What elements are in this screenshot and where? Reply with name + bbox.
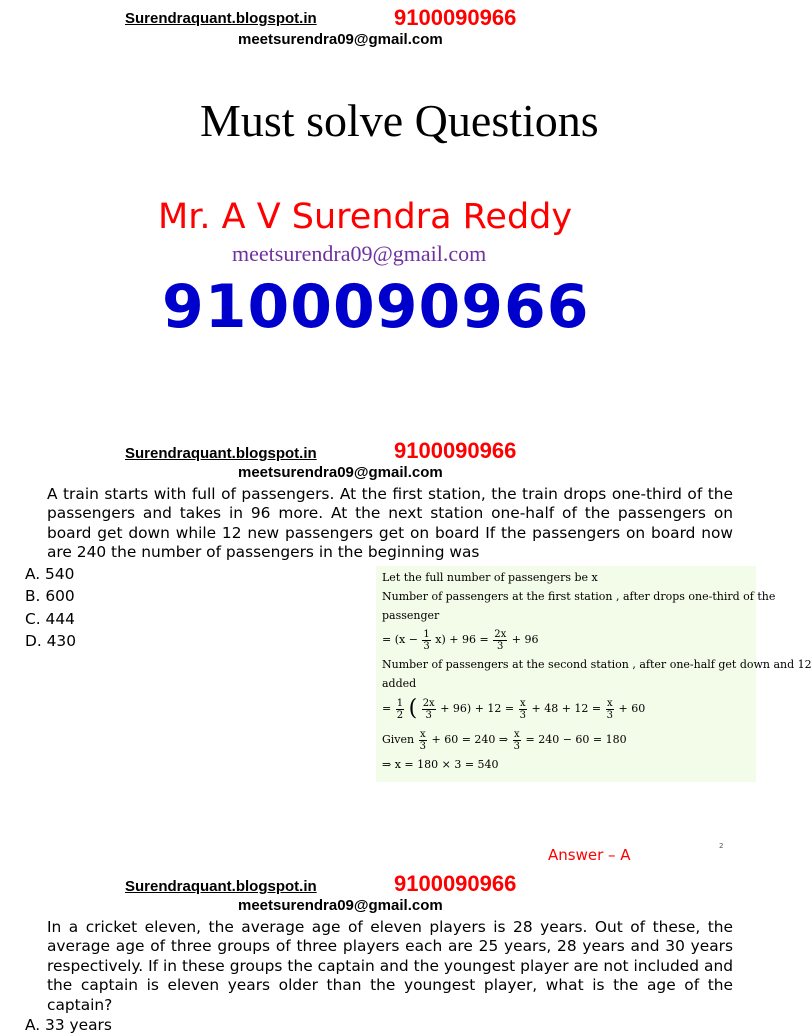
solution-line: Let the full number of passengers be x [382,571,598,584]
author-email: meetsurendra09@gmail.com [232,241,487,266]
author-name: Mr. A V Surendra Reddy [158,197,573,237]
header-email: meetsurendra09@gmail.com [238,31,443,48]
header-phone: 9100090966 [394,871,517,896]
solution-line: Number of passengers at the first station , after drops one-third of the [382,590,776,603]
fraction: $\frac{1}{3}$ [423,628,430,652]
header-phone: 9100090966 [394,438,517,463]
site-link[interactable]: Surendraquant.blogspot.in [125,10,317,27]
options-list [25,563,76,652]
solution-line: Number of passengers at the second station , after one-half get down and 12 [382,658,812,671]
solution-equation-2: = $\frac{1}{2}$ ( $\frac{2x}{3}$ + 96) + 12 = $\frac{x}{3}$ + 48 + 12 = $\frac{x}{3}$ + 60 [382,696,646,721]
fraction: $\frac{1}{2}$ [396,697,404,721]
page-title: Must solve Questions [200,95,599,146]
option-b: B. 600 [25,587,75,606]
fraction: $\frac{x}{3}$ [419,728,426,752]
solution-equation-4: ⇒ x = 180 × 3 = 540 [382,758,499,771]
header-email: meetsurendra09@gmail.com [238,464,443,481]
solution-equation-1: = (x − $\frac{1}{3}$ x) + 96 = $\frac{2x}{3}$ + 96 [382,628,539,652]
fraction: $\frac{2x}{3}$ [422,697,435,721]
fraction: $\frac{x}{3}$ [606,697,614,721]
fraction: $\frac{x}{3}$ [513,728,521,752]
site-link[interactable]: Surendraquant.blogspot.in [125,445,317,462]
paren-open: ( [408,696,418,721]
solution-line: added [382,677,417,690]
header-phone: 9100090966 [394,5,517,30]
page-number: 2 [719,842,724,850]
option-a: A. 540 [25,565,75,583]
fraction: $\frac{x}{3}$ [519,697,527,721]
site-link[interactable]: Surendraquant.blogspot.in [125,878,317,895]
option-c: C. 444 [25,609,75,628]
answer-label: Answer – A [548,846,631,864]
option-a: A. 33 years [25,1016,112,1034]
author-phone: 9100090966 [162,272,590,342]
fraction: $\frac{2x}{3}$ [494,628,507,652]
option-d: D. 430 [25,631,77,650]
solution-box [376,566,812,782]
solution-line: passenger [382,609,440,622]
solution-equation-3: Given $\frac{x}{3}$ + 60 = 240 ⇒ $\frac{x}{3}$ = 240 − 60 = 180 [382,728,627,752]
question-text: A train starts with full of passengers. At the first station, the train drops one-third of the passengers and takes in 96 more. At the next station one-half of the passengers on board get down while 12 new passengers get on board If the passengers on board now are 240 the number of passengers in the beginning was [47,485,733,562]
question-text: In a cricket eleven, the average age of eleven players is 28 years. Out of these, the average age of three groups of three players each are 25 years, 28 years and 30 years respectively. If in these groups the captain and the youngest player are not included and the captain is eleven years older than the youngest player, what is the age of the captain? [47,918,733,1014]
header-email: meetsurendra09@gmail.com [238,897,443,914]
